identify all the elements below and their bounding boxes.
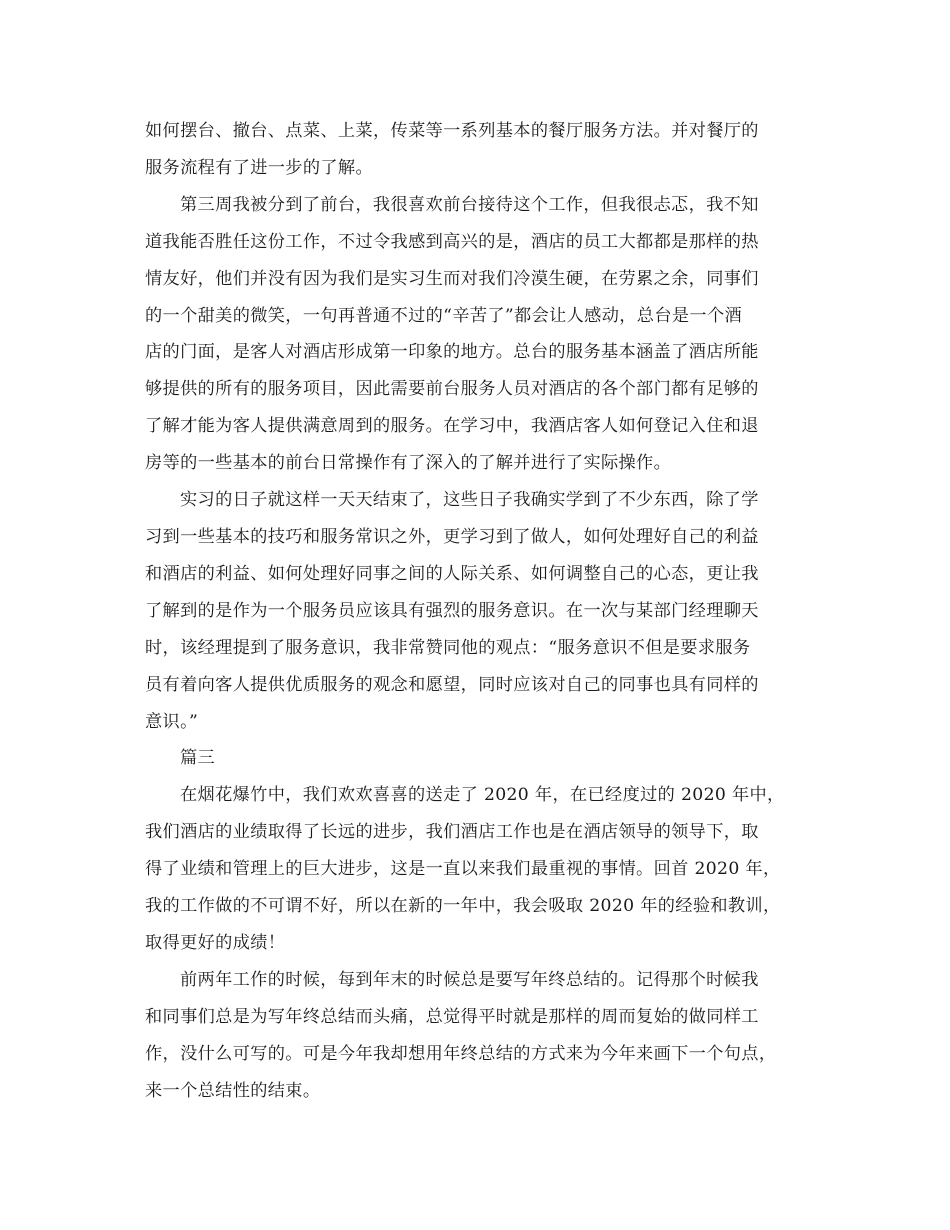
text-line: 情友好，他们并没有因为我们是实习生而对我们冷漠生硬，在劳累之余，同事们	[145, 268, 759, 289]
text-line: 在烟花爆竹中，我们欢欢喜喜的送走了 2020 年，在已经度过的 2020 年中，	[180, 785, 785, 806]
text-line: 作，没什么可写的。可是今年我却想用年终总结的方式来为今年来画下一个句点，	[145, 1043, 777, 1064]
paragraph-3	[145, 482, 810, 740]
text-line: 的一个甜美的微笑，一句再普通不过的“辛苦了”都会让人感动，总台是一个酒	[145, 305, 743, 326]
text-line: 服务流程有了进一步的了解。	[145, 157, 373, 178]
text-line: 时，该经理提到了服务意识，我非常赞同他的观点：“服务意识不但是要求服务	[145, 637, 751, 658]
text-line: 意识。”	[145, 711, 199, 732]
text-line: 和同事们总是为写年终总结而头痛，总觉得平时就是那样的周而复始的做同样工	[145, 1006, 759, 1027]
text-line: 习到一些基本的技巧和服务常识之外，更学习到了做人，如何处理好自己的利益	[145, 526, 759, 547]
section-heading-text: 篇三	[180, 748, 216, 769]
paragraph-1	[145, 113, 810, 187]
text-line: 房等的一些基本的前台日常操作有了深入的了解并进行了实际操作。	[145, 453, 672, 474]
document-body	[145, 113, 810, 1109]
text-line: 道我能否胜任这份工作，不过令我感到高兴的是，酒店的员工大都都是那样的热	[145, 231, 759, 252]
text-line: 我的工作做的不可谓不好，所以在新的一年中，我会吸取 2020 年的经验和教训，	[145, 896, 781, 917]
paragraph-4	[145, 777, 810, 962]
text-line: 我们酒店的业绩取得了长远的进步，我们酒店工作也是在酒店领导的领导下，取	[145, 822, 759, 843]
text-line: 如何摆台、撤台、点菜、上菜，传菜等一系列基本的餐厅服务方法。并对餐厅的	[145, 121, 759, 141]
text-line: 得了业绩和管理上的巨大进步，这是一直以来我们最重视的事情。回首 2020 年，	[145, 859, 781, 880]
section-heading	[145, 740, 810, 777]
text-line: 实习的日子就这样一天天结束了，这些日子我确实学到了不少东西，除了学	[180, 490, 759, 511]
text-line: 第三周我被分到了前台，我很喜欢前台接待这个工作，但我很忐忑，我不知	[180, 194, 759, 215]
paragraph-2	[145, 187, 810, 482]
text-line: 和酒店的利益、如何处理好同事之间的人际关系、如何调整自己的心态，更让我	[145, 563, 759, 584]
text-line: 前两年工作的时候，每到年末的时候总是要写年终总结的。记得那个时候我	[180, 969, 759, 990]
text-line: 员有着向客人提供优质服务的观念和愿望，同时应该对自己的同事也具有同样的	[145, 674, 759, 695]
text-line: 了解到的是作为一个服务员应该具有强烈的服务意识。在一次与某部门经理聊天	[145, 600, 759, 621]
paragraph-5	[145, 962, 810, 1110]
text-line: 了解才能为客人提供满意周到的服务。在学习中，我酒店客人如何登记入住和退	[145, 416, 759, 437]
text-line: 够提供的所有的服务项目，因此需要前台服务人员对酒店的各个部门都有足够的	[145, 379, 759, 400]
text-line: 取得更好的成绩！	[145, 932, 286, 953]
text-line: 来一个总结性的结束。	[145, 1080, 321, 1101]
text-line: 店的门面，是客人对酒店形成第一印象的地方。总台的服务基本涵盖了酒店所能	[145, 342, 759, 363]
